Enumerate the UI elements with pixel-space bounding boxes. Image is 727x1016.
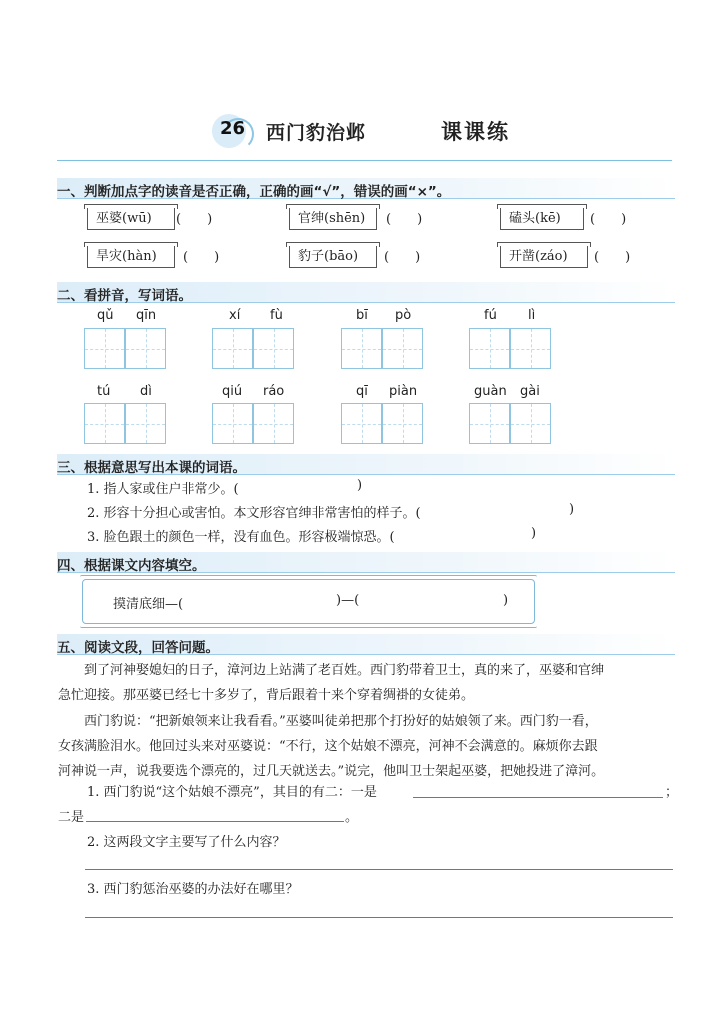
writing-grid-cell[interactable]	[382, 403, 423, 444]
writing-grid-cell[interactable]	[510, 403, 551, 444]
passage-line: 女孩满脸泪水。他回过头来对巫婆说：“不行，这个姑娘不漂亮，河神不会满意的。麻烦你去跟	[58, 739, 598, 754]
answer-paren-close[interactable]: )	[357, 478, 363, 493]
question-text: 3. 脸色跟土的颜色一样，没有血色。形容极端惊恐。(	[87, 530, 395, 545]
word-box: 官绅(shēn)	[289, 208, 377, 230]
pinyin: ráo	[263, 384, 285, 399]
pinyin: pò	[395, 308, 412, 323]
answer-paren[interactable]: ( )	[183, 250, 220, 265]
section-heading-5: 五、阅读文段，回答问题。	[57, 634, 675, 655]
pinyin: xí	[229, 308, 241, 323]
answer-line[interactable]	[85, 869, 673, 870]
passage-line: 急忙迎接。那巫婆已经七十多岁了，背后跟着十来个穿着绸褂的女徒弟。	[58, 688, 475, 703]
passage-line: 河神说一声，说我要选个漂亮的，过几天就送去。”说完，他叫卫士架起巫婆，把她投进了漳河。	[58, 764, 605, 779]
writing-grid-cell[interactable]	[212, 403, 253, 444]
writing-grid-cell[interactable]	[510, 328, 551, 369]
answer-paren[interactable]: ( )	[590, 212, 627, 227]
answer-paren[interactable]: ( )	[384, 250, 421, 265]
question-3: 3. 西门豹惩治巫婆的办法好在哪里？	[87, 882, 299, 897]
writing-grid-cell[interactable]	[125, 403, 166, 444]
answer-paren[interactable]: ( )	[594, 250, 631, 265]
pinyin: fú	[484, 308, 497, 323]
writing-grid-cell[interactable]	[469, 328, 510, 369]
pinyin: fù	[270, 308, 283, 323]
passage-line: 到了河神娶媳妇的日子，漳河边上站满了老百姓。西门豹带着卫士，真的来了，巫婆和官绅	[58, 663, 605, 678]
word-box: 开凿(záo)	[500, 246, 588, 268]
pinyin: lì	[528, 308, 536, 323]
pinyin: gài	[520, 384, 540, 399]
fill-start: 摸清底细—(	[113, 597, 184, 612]
writing-grid-cell[interactable]	[212, 328, 253, 369]
word-box: 豹子(bāo)	[289, 246, 377, 268]
answer-line[interactable]	[85, 917, 673, 918]
section-heading-1: 一、判断加点字的读音是否正确，正确的画“√”，错误的画“×”。	[57, 178, 675, 199]
passage-line: 西门豹说：“把新娘领来让我看看。”巫婆叫徒弟把那个打扮好的姑娘领了来。西门豹一看，	[58, 714, 598, 729]
pinyin: piàn	[389, 384, 418, 399]
question-text: 2. 形容十分担心或害怕。本文形容官绅非常害怕的样子。(	[87, 506, 421, 521]
writing-grid-cell[interactable]	[469, 403, 510, 444]
question-1b: 二是	[58, 810, 85, 825]
answer-paren[interactable]: ( )	[176, 212, 213, 227]
answer-paren[interactable]: ( )	[386, 212, 423, 227]
writing-grid-cell[interactable]	[382, 328, 423, 369]
writing-grid-cell[interactable]	[253, 328, 294, 369]
writing-grid-cell[interactable]	[253, 403, 294, 444]
lesson-title: 西门豹治邺	[266, 122, 367, 144]
question-2: 2. 这两段文字主要写了什么内容？	[87, 835, 286, 850]
writing-grid-cell[interactable]	[341, 328, 382, 369]
semicolon: ；	[665, 785, 679, 800]
writing-grid-cell[interactable]	[341, 403, 382, 444]
answer-paren-close[interactable]: )	[531, 526, 537, 541]
lesson-number: 26	[220, 118, 246, 139]
period: 。	[345, 810, 359, 825]
pinyin: bī	[356, 308, 368, 323]
fill-mid[interactable]: )—(	[336, 593, 360, 608]
pinyin: dì	[140, 384, 152, 399]
answer-paren-close[interactable]: )	[569, 502, 575, 517]
pinyin: qǔ	[97, 308, 114, 323]
pinyin: guàn	[474, 384, 507, 399]
word-box: 旱灾(hàn)	[87, 246, 175, 268]
writing-grid-cell[interactable]	[84, 328, 125, 369]
fill-end[interactable]: )	[503, 593, 509, 608]
section-heading-4: 四、根据课文内容填空。	[57, 552, 675, 573]
question-1a: 1. 西门豹说“这个姑娘不漂亮”，其目的有二：一是	[87, 785, 377, 800]
writing-grid-cell[interactable]	[84, 403, 125, 444]
section-heading-2: 二、看拼音，写词语。	[57, 282, 675, 303]
pinyin: tú	[97, 384, 111, 399]
section-heading-3: 三、根据意思写出本课的词语。	[57, 454, 675, 475]
word-box: 巫婆(wū)	[87, 208, 175, 230]
question-text: 1. 指人家或住户非常少。(	[87, 482, 239, 497]
answer-line[interactable]	[413, 797, 663, 798]
writing-grid-cell[interactable]	[125, 328, 166, 369]
pinyin: qīn	[136, 308, 157, 323]
pinyin: qī	[356, 384, 368, 399]
lesson-tag: 课课练	[441, 119, 510, 144]
answer-line[interactable]	[86, 821, 344, 822]
word-box: 磕头(kē)	[500, 208, 584, 230]
header-divider	[57, 160, 672, 161]
pinyin: qiú	[222, 384, 243, 399]
